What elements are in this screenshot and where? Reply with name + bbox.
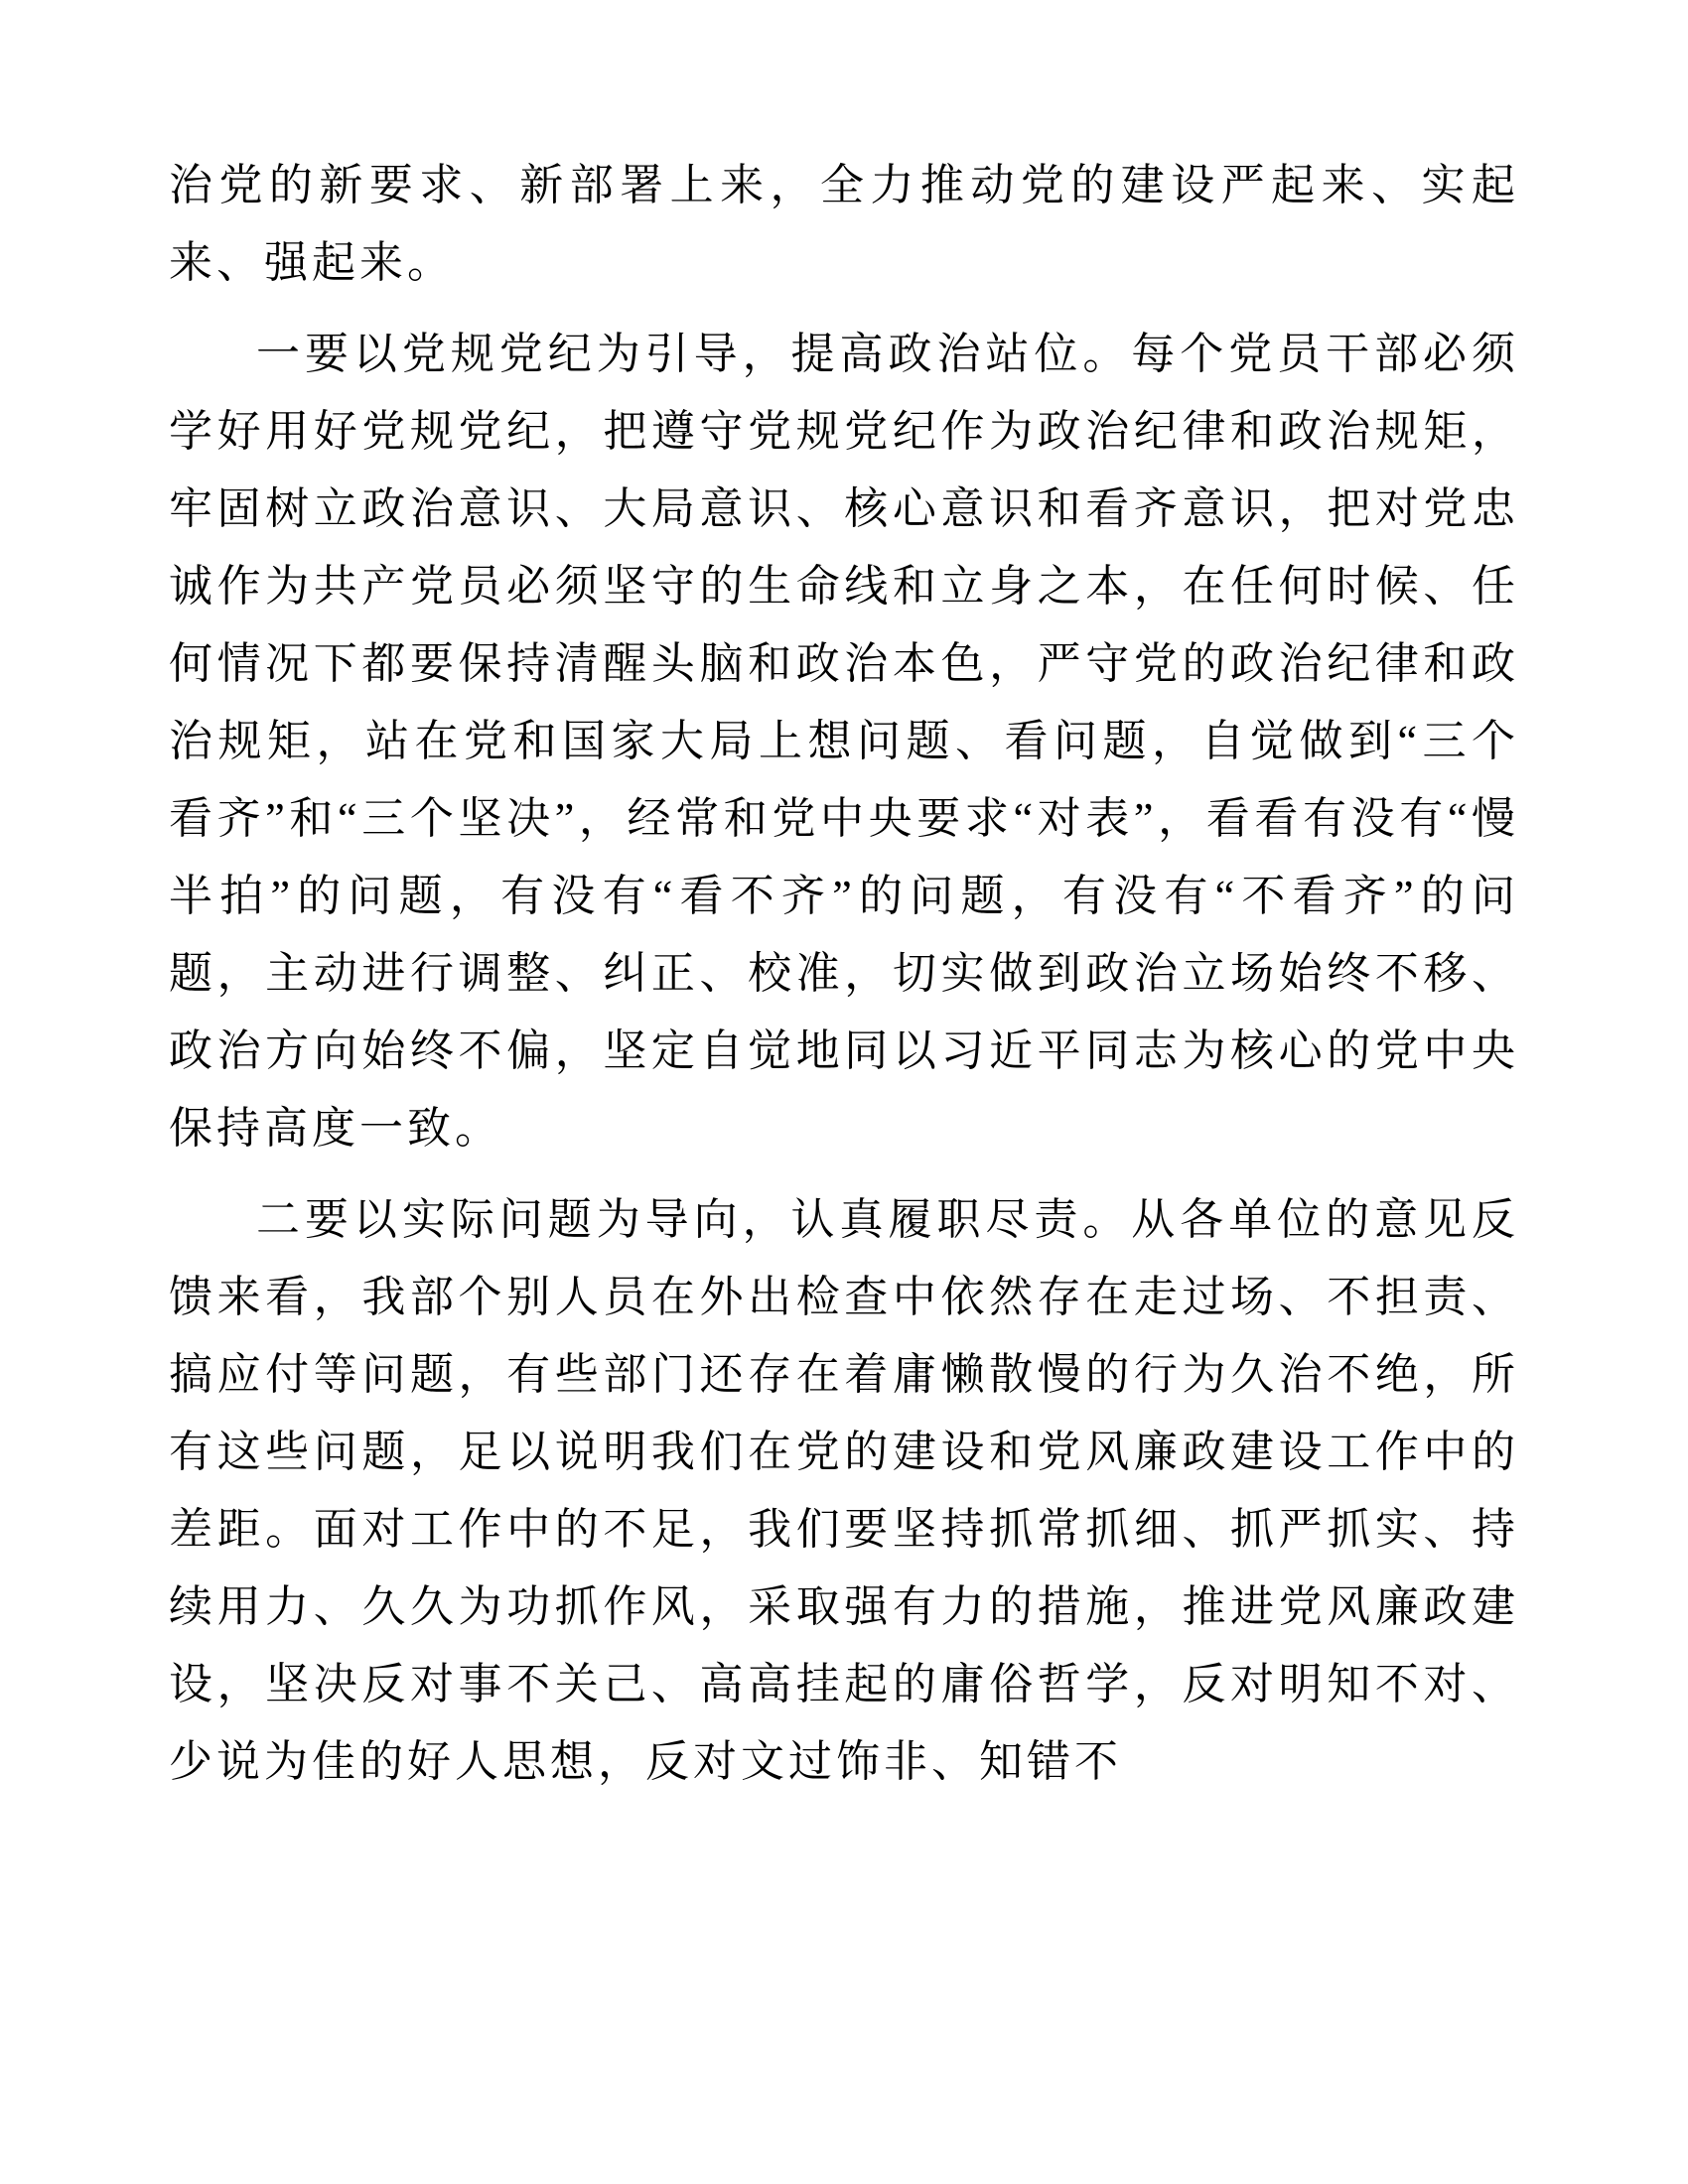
paragraph-continuation: 治党的新要求、新部署上来，全力推动党的建设严起来、实起来、强起来。 xyxy=(169,161,1519,287)
paragraph-point-one: 一要以党规党纪为引导，提高政治站位。每个党员干部必须学好用好党规党纪，把遵守党规党纪作为政治纪律和政治规矩，牢固树立政治意识、大局意识、核心意识和看齐意识，把对党忠诚作为共产党员必须坚守的生命线和立身之本，在任何时候、任何情况下都要保持清醒头脑和政治本色，严守党的政治纪律和政治规矩，站在党和国家大局上想问题、看问题，自觉做到“三个看齐”和“三个坚决”，经常和党中央要求“对表”，看看有没有“慢半拍”的问题，有没有“看不齐”的问题，有没有“不看齐”的问题，主动进行调整、纠正、校准，切实做到政治立场始终不移、政治方向始终不偏，坚定自觉地同以习近平同志为核心的党中央保持高度一致。 xyxy=(169,330,1519,1153)
document-body xyxy=(169,147,1519,1801)
paragraph-point-two: 二要以实际问题为导向，认真履职尽责。从各单位的意见反馈来看，我部个别人员在外出检查中依然存在走过场、不担责、搞应付等问题，有些部门还存在着庸懒散慢的行为久治不绝，所有这些问题，足以说明我们在党的建设和党风廉政建设工作中的差距。面对工作中的不足，我们要坚持抓常抓细、抓严抓实、持续用力、久久为功抓作风，采取强有力的措施，推进党风廉政建设，坚决反对事不关己、高高挂起的庸俗哲学，反对明知不对、少说为佳的好人思想，反对文过饰非、知错不 xyxy=(169,1195,1519,1786)
